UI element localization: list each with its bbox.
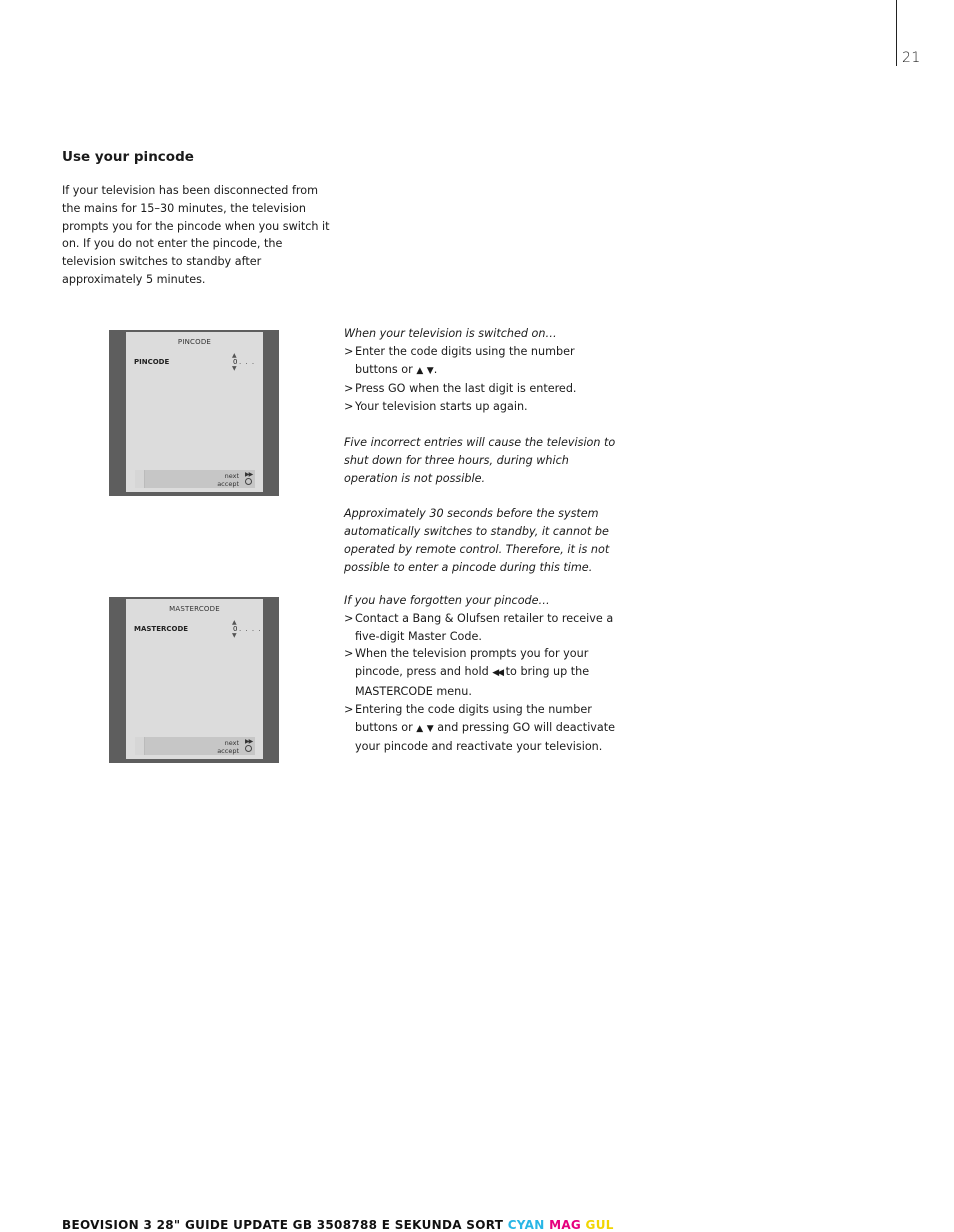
print-slug-yellow: GUL [585, 1218, 614, 1232]
intro-paragraph: If your television has been disconnected from the mains for 15–30 minutes, the television prompts you for the pincode when you switch it on. If you do not enter the pincode, the television switches to standby after approximately 5 minutes. [62, 184, 330, 286]
menu-hint-bar-notch [135, 737, 145, 755]
step-text: to bring up the MASTERCODE menu. [355, 665, 590, 698]
step-text: When the television prompts you for your pincode, press and hold [355, 647, 589, 679]
mastercode-digit-value: 0 [233, 625, 238, 633]
pincode-menu-title: PINCODE [177, 338, 212, 346]
list-item [344, 701, 619, 756]
up-arrow-icon: ▲ [232, 619, 237, 626]
print-slug-footer [62, 1218, 614, 1232]
rewind-icon: ◀◀ [492, 668, 503, 679]
menu-hint-bar-notch [135, 470, 145, 488]
step-text: Enter the code digits using the number buttons [355, 344, 575, 376]
switched-on-steps [344, 343, 619, 416]
step-marker: > [344, 382, 354, 396]
print-slug-cyan: CYAN [507, 1218, 545, 1232]
step-text: Contact a Bang & Olufsen retailer to receive a five-digit Master Code. [355, 611, 614, 643]
down-arrow-icon: ▼ [426, 365, 434, 376]
switched-on-lead: When your television is switched on… [344, 327, 557, 340]
step-marker: > [344, 702, 354, 716]
down-arrow-icon: ▼ [232, 365, 237, 372]
step-marker: > [344, 344, 354, 358]
step-text: . [433, 362, 438, 376]
list-item [344, 645, 619, 700]
pincode-menu-screen [109, 330, 279, 496]
step-text: Your television starts up again. [355, 400, 528, 414]
pincode-row-label: PINCODE [134, 358, 170, 366]
up-arrow-icon: ▲ [416, 365, 424, 376]
go-button-icon [245, 478, 252, 485]
page-rule [896, 0, 897, 66]
standby-note: Approximately 30 seconds before the system automatically switches to standby, it cannot be operated by remote control. Therefore, it is not possible to enter a pincode during this time. [344, 507, 610, 574]
step-text: will deactivate your pincode and reactivate your television. [355, 720, 616, 754]
go-button-icon [245, 745, 252, 752]
down-arrow-icon: ▼ [232, 632, 237, 639]
hint-accept-label: accept [217, 747, 239, 755]
step-text: or [401, 362, 413, 376]
mastercode-row-label: MASTERCODE [134, 625, 189, 633]
print-slug-magenta: MAG [549, 1218, 582, 1232]
step-text: Press [355, 382, 385, 396]
forgotten-steps [344, 610, 619, 756]
step-marker: > [344, 611, 354, 625]
list-item [344, 343, 619, 381]
list-item [344, 610, 619, 646]
forgotten-pincode-instructions [344, 592, 619, 756]
go-button-label: GO [388, 382, 406, 396]
section-heading: Use your pincode [62, 149, 194, 165]
pincode-menu-panel [126, 332, 263, 492]
mastercode-menu-panel [126, 599, 263, 759]
list-item [344, 380, 619, 398]
mastercode-menu-screen [109, 597, 279, 763]
list-item [344, 398, 619, 416]
print-slug-text: BEOVISION 3 28" GUIDE UPDATE GB 3508788 E SEKUNDA SORT [62, 1218, 504, 1232]
hint-next-label: next [224, 739, 239, 747]
up-arrow-icon: ▲ [416, 723, 424, 734]
fast-forward-icon: ▶▶ [245, 738, 253, 745]
step-text: Entering the code digits using the number buttons or [355, 702, 592, 734]
step-text: and pressing [437, 720, 510, 734]
switched-on-instructions [344, 325, 619, 577]
fast-forward-icon: ▶▶ [245, 471, 253, 478]
up-arrow-icon: ▲ [232, 352, 237, 359]
pincode-digit-value: 0 [233, 358, 238, 366]
step-text: when the last digit is entered. [409, 382, 577, 396]
mastercode-digit-placeholders: . . . . [239, 625, 262, 633]
step-marker: > [344, 647, 354, 661]
pincode-digit-placeholders: . . . [239, 358, 256, 366]
incorrect-entries-note: Five incorrect entries will cause the television to shut down for three hours, during which operation is not possible. [344, 435, 616, 485]
mastercode-menu-title: MASTERCODE [169, 605, 220, 613]
hint-accept-label: accept [217, 480, 239, 488]
hint-next-label: next [224, 472, 239, 480]
down-arrow-icon: ▼ [426, 723, 434, 734]
go-button-label: GO [512, 720, 531, 734]
forgotten-lead: If you have forgotten your pincode… [344, 594, 550, 607]
step-marker: > [344, 400, 354, 414]
page-number: 21 [902, 50, 921, 66]
